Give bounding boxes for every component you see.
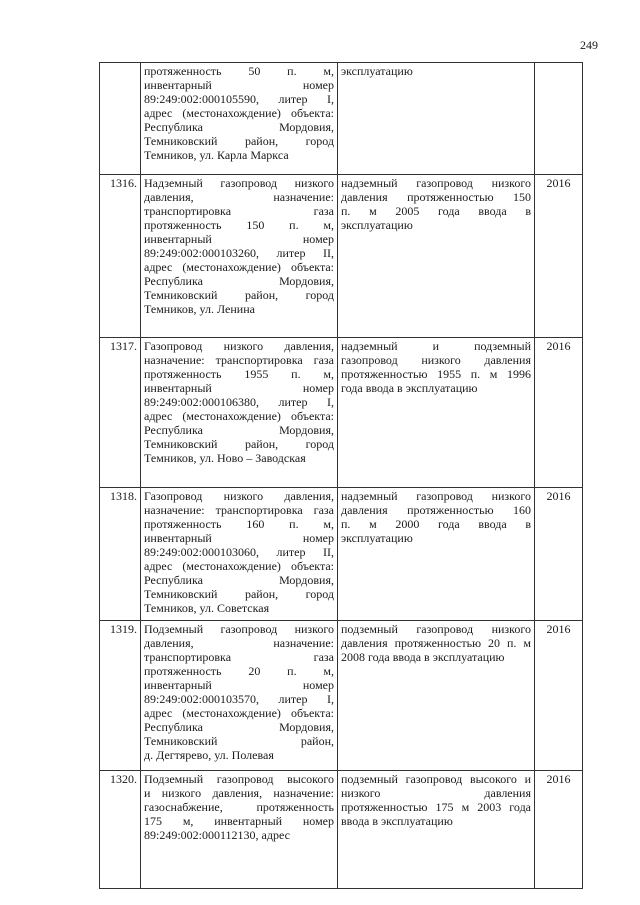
object-description-line: адрес (местонахождение) объекта:	[144, 409, 334, 423]
table-row	[100, 488, 583, 621]
object-description	[141, 175, 338, 338]
object-description-line: протяженность 160 п. м,	[144, 517, 334, 531]
object-characteristics-line: п. м 2005 года ввода в	[341, 204, 531, 218]
object-characteristics	[338, 338, 535, 488]
object-description-line: Республика Мордовия,	[144, 720, 334, 734]
table-body	[100, 63, 583, 889]
object-characteristics-line: газопровод низкого давления	[341, 353, 531, 367]
object-description-line: адрес (местонахождение) объекта:	[144, 260, 334, 274]
object-description-line: инвентарный номер	[144, 531, 334, 545]
object-description-line: назначение: транспортировка газа	[144, 503, 334, 517]
object-description-line: протяженность 150 п. м,	[144, 218, 334, 232]
object-description-line: Республика Мордовия,	[144, 274, 334, 288]
object-characteristics-line: протяженностью 175 м 2003 года	[341, 800, 531, 814]
year-cell: 2016	[535, 771, 583, 889]
object-description-line: инвентарный номер	[144, 381, 334, 395]
table-row	[100, 771, 583, 889]
object-characteristics-line: давления протяженностью 160	[341, 503, 531, 517]
row-number: 1320.	[100, 771, 141, 889]
object-description-line: протяженность 20 п. м,	[144, 664, 334, 678]
object-description-line: 89:249:002:000103060, литер II,	[144, 545, 334, 559]
object-characteristics-line: подземный газопровод высокого и	[341, 772, 531, 786]
object-characteristics-line: низкого давления	[341, 786, 531, 800]
object-description-line: Темниковский район, город	[144, 288, 334, 302]
object-characteristics-line: эксплуатацию	[341, 531, 413, 545]
year-cell: 2016	[535, 175, 583, 338]
object-description-line: 89:249:002:000103260, литер II,	[144, 246, 334, 260]
object-description-line: адрес (местонахождение) объекта:	[144, 106, 334, 120]
row-number: 1316.	[100, 175, 141, 338]
object-description-line: Надземный газопровод низкого	[144, 176, 334, 190]
row-number: 1319.	[100, 621, 141, 771]
object-description-line: 89:249:002:000106380, литер I,	[144, 395, 334, 409]
table-row	[100, 175, 583, 338]
object-description-line: 89:249:002:000105590, литер I,	[144, 92, 334, 106]
object-characteristics	[338, 175, 535, 338]
object-description-line: и низкого давления, назначение:	[144, 786, 334, 800]
row-number	[100, 63, 141, 175]
object-description-line: Темников, ул. Карла Маркса	[144, 148, 289, 162]
object-description	[141, 771, 338, 889]
object-description-line: Темников, ул. Ново – Заводская	[144, 451, 306, 465]
object-description-line: Темниковский район,	[144, 734, 334, 748]
page-number: 249	[580, 38, 598, 52]
object-characteristics-line: надземный и подземный	[341, 339, 531, 353]
year-cell: 2016	[535, 488, 583, 621]
object-description-line: протяженность 50 п. м,	[144, 64, 334, 78]
object-description-line: инвентарный номер	[144, 78, 334, 92]
object-description-line: 89:249:002:000112130, адрес	[144, 828, 290, 842]
object-description-line: адрес (местонахождение) объекта:	[144, 559, 334, 573]
row-number: 1317.	[100, 338, 141, 488]
object-characteristics-line: года ввода в эксплуатацию	[341, 381, 478, 395]
object-description-line: протяженность 1955 п. м,	[144, 367, 334, 381]
year-cell	[535, 63, 583, 175]
table-row	[100, 338, 583, 488]
object-characteristics-line: надземный газопровод низкого	[341, 176, 531, 190]
object-description-line: Республика Мордовия,	[144, 423, 334, 437]
object-description-line: Газопровод низкого давления,	[144, 489, 334, 503]
object-description-line: Темников, ул. Советская	[144, 601, 270, 615]
object-description-line: Республика Мордовия,	[144, 120, 334, 134]
object-characteristics	[338, 771, 535, 889]
object-description-line: д. Дегтярево, ул. Полевая	[144, 748, 274, 762]
object-characteristics-line: ввода в эксплуатацию	[341, 814, 453, 828]
row-number: 1318.	[100, 488, 141, 621]
object-description-line: давления, назначение:	[144, 190, 334, 204]
object-description-line: транспортировка газа	[144, 204, 334, 218]
object-description-line: Темников, ул. Ленина	[144, 302, 255, 316]
object-description-line: инвентарный номер	[144, 232, 334, 246]
object-description	[141, 63, 338, 175]
object-characteristics-line: протяженностью 1955 п. м 1996	[341, 367, 531, 381]
object-characteristics-line: эксплуатацию	[341, 64, 413, 78]
object-description-line: давления, назначение:	[144, 636, 334, 650]
year-cell: 2016	[535, 338, 583, 488]
object-description-line: адрес (местонахождение) объекта:	[144, 706, 334, 720]
table-row	[100, 63, 583, 175]
object-description	[141, 621, 338, 771]
object-description-line: газоснабжение, протяженность	[144, 800, 334, 814]
object-characteristics	[338, 488, 535, 621]
object-characteristics-line: подземный газопровод низкого	[341, 622, 531, 636]
object-description-line: Подземный газопровод низкого	[144, 622, 334, 636]
object-characteristics-line: давления протяженностью 150	[341, 190, 531, 204]
object-description	[141, 338, 338, 488]
object-characteristics	[338, 621, 535, 771]
object-description	[141, 488, 338, 621]
year-cell: 2016	[535, 621, 583, 771]
object-characteristics-line: 2008 года ввода в эксплуатацию	[341, 650, 505, 664]
object-description-line: назначение: транспортировка газа	[144, 353, 334, 367]
object-description-line: инвентарный номер	[144, 678, 334, 692]
object-description-line: Газопровод низкого давления,	[144, 339, 334, 353]
object-characteristics-line: надземный газопровод низкого	[341, 489, 531, 503]
object-characteristics-line: эксплуатацию	[341, 218, 413, 232]
object-description-line: 175 м, инвентарный номер	[144, 814, 334, 828]
object-description-line: 89:249:002:000103570, литер I,	[144, 692, 334, 706]
object-description-line: Подземный газопровод высокого	[144, 772, 334, 786]
property-register-table	[99, 62, 583, 889]
object-characteristics-line: давления протяженностью 20 п. м	[341, 636, 531, 650]
object-description-line: Республика Мордовия,	[144, 573, 334, 587]
object-characteristics-line: п. м 2000 года ввода в	[341, 517, 531, 531]
object-characteristics	[338, 63, 535, 175]
object-description-line: Темниковский район, город	[144, 437, 334, 451]
object-description-line: Темниковский район, город	[144, 587, 334, 601]
object-description-line: транспортировка газа	[144, 650, 334, 664]
object-description-line: Темниковский район, город	[144, 134, 334, 148]
table-row	[100, 621, 583, 771]
